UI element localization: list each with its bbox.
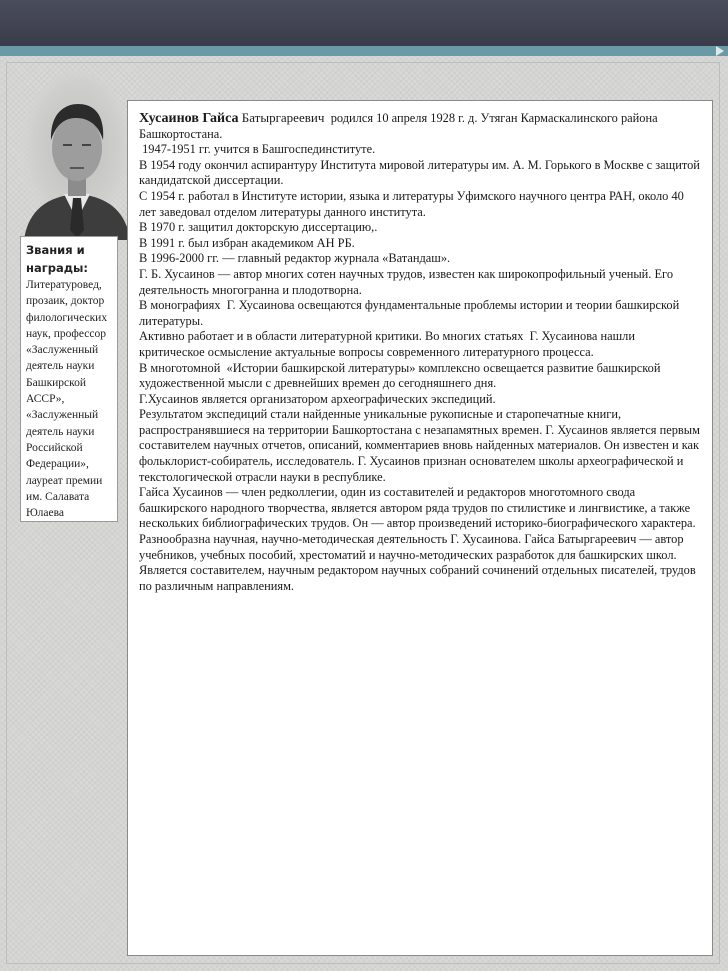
header-bar	[0, 0, 728, 46]
person-patronymic: Батыргареевич	[238, 110, 328, 125]
bio-paragraph: Гайса Хусаинов — член редколлегии, один из составителей и редакторов многотомного свода башкирского народного творчества, является автором ряда трудов по стилистике и лингвистике, а также нескольких библиографических трудов. Он — автор произведений историко-биографического характера.	[139, 485, 696, 531]
bio-paragraph: В 1954 году окончил аспирантуру Института мировой литературы им. А. М. Горького в Москве с защитой кандидатской диссертации.	[139, 157, 704, 188]
awards-sidebar	[20, 236, 118, 522]
bio-paragraph: Разнообразна научная, научно-методическая деятельность Г. Хусаинова. Гайса Батыргареевич — автор учебников, учебных пособий, хрестоматий и научно-методических разработок для башкирских школ. Является составителем, научным редактором научных собраний сочинений отдельных писателей, трудов по различным направлениям.	[139, 532, 699, 593]
bio-paragraph: В многотомной «Истории башкирской литературы» комплексно освещается развитие башкирской художественной мысли с древнейших времен до сегодняшнего дня.	[139, 360, 664, 391]
bio-paragraph: В 1991 г. был избран академиком АН РБ.	[139, 235, 355, 250]
bio-paragraph: С 1954 г. работал в Институте истории, языка и литературы Уфимского научного центра РАН, около 40 лет заведовал отделом литературы данного института.	[139, 188, 687, 219]
bio-paragraph: Результатом экспедиций стали найденные уникальные рукописные и старопечатные книги, распространявшиеся на территории Башкортостана с незапамятных времен. Г. Хусаинов является первым составителем научных отчетов, описаний, комментариев вновь найденных материалов. Он известен и как фольклорист-собиратель, исследователь. Г. Хусаинов признан основателем школы археографической и текстологической отрасли науки в республике.	[139, 407, 704, 484]
bio-lead-text: родился 10 апреля 1928 г. д. Утяган Кармаскалинского района Башкортостана.	[139, 111, 661, 141]
bio-paragraph: В монографиях Г. Хусаинова освещаются фундаментальные проблемы истории и теории башкирской литературы.	[139, 298, 683, 328]
awards-text: Литературовед, прозаик, доктор филологических наук, профессор «Заслуженный деятель науки Башкирской АССР», «Заслуженный деятель науки Российской Федерации», лауреат премии им. Салавата Юлаева	[26, 279, 108, 520]
bio-paragraph: 1947-1951 гг. учится в Башгоспединституте.	[139, 142, 376, 157]
biography-box	[127, 100, 713, 956]
bio-paragraph: Активно работает и в области литературной критики. Во многих статьях Г. Хусаинова нашли критическое осмысление актуальные вопросы современного литературного процесса.	[139, 329, 639, 359]
bio-paragraph: Г.Хусаинов является организатором археографических экспедиций.	[139, 391, 496, 406]
person-name: Хусаинов Гайса	[139, 111, 239, 126]
slide-arrow-icon	[716, 46, 724, 56]
bio-paragraph: В 1970 г. защитил докторскую диссертацию,.	[139, 220, 378, 235]
accent-strip	[0, 46, 728, 56]
bio-paragraph: Г. Б. Хусаинов — автор многих сотен научных трудов, известен как широкопрофильный ученый. Его деятельность многогранна и плодотворна.	[139, 266, 677, 297]
awards-title: Звания и награды:	[26, 243, 88, 275]
bio-lead-paragraph	[139, 110, 702, 142]
bio-paragraph: В 1996-2000 гг. — главный редактор журнала «Ватандаш».	[139, 251, 451, 266]
portrait-photo	[18, 70, 136, 240]
biography-text	[139, 110, 702, 594]
